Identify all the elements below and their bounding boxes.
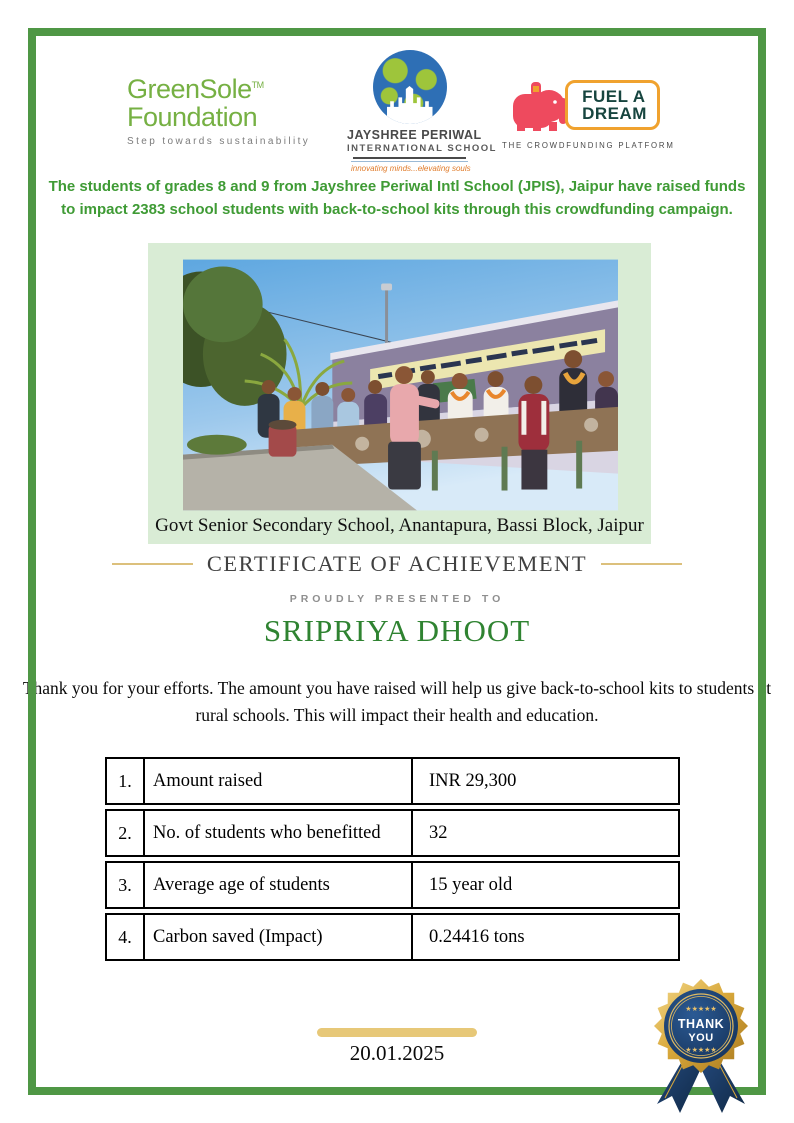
partner-logos-row [0,50,794,173]
certificate-body-text: Thank you for your efforts. The amount you have raised will help us give back-to-school kits to students at rural schools. This will impact their health and education. [22,678,772,726]
globe-icon [373,50,447,124]
heading-rule-left [112,563,193,565]
table-row [105,913,680,961]
jpis-tagline: innovating minds...elevating souls [351,161,468,173]
jpis-name: JAYSHREE PERIWAL [347,128,482,142]
dream-text: DREAM [582,103,647,123]
certificate-title: CERTIFICATE OF ACHIEVEMENT [206,551,588,576]
stars-bottom: ★★★★★ [685,1047,717,1054]
presented-to-label: PROUDLY PRESENTED TO [289,593,505,605]
jpis-divider [353,157,466,159]
row-label: Carbon saved (Impact) [145,915,413,959]
row-value: 32 [429,822,448,843]
stars-top: ★★★★★ [685,1006,717,1013]
certificate-date: 20.01.2025 [349,1041,445,1065]
row-number: 2. [107,811,145,855]
fuel-a-dream-wordmark [565,80,660,130]
photo-frame [148,243,651,544]
greensole-foundation-logo [127,76,317,146]
table-row [105,757,680,805]
impact-table [105,757,680,961]
row-value: 15 year old [429,874,513,895]
row-label: Average age of students [145,863,413,907]
greensole-line2: Foundation [127,102,258,132]
row-label: Amount raised [145,759,413,803]
row-number: 3. [107,863,145,907]
recipient-name: SRIPRIYA DHOOT [263,613,531,648]
date-rule [317,1028,477,1037]
castle-silhouette-icon [387,86,433,124]
trademark-symbol: TM [251,80,264,91]
jpis-logo [347,50,497,173]
row-label: No. of students who benefitted [145,811,413,855]
school-photo-illustration [183,259,618,511]
row-number: 4. [107,915,145,959]
fuel-a-dream-logo [502,74,675,150]
jpis-subtitle: INTERNATIONAL SCHOOL [347,143,497,154]
campaign-intro-text: The students of grades 8 and 9 from Jayshree Periwal Intl School (JPIS), Jaipur have raised funds to impact 2383 school students with back-to-school kits through this crowdfunding campaign. [48,178,746,218]
heading-rule-right [601,563,682,565]
thank-text: THANK [677,1017,725,1031]
elephant-icon [509,74,573,136]
greensole-tagline: Step towards sustainability [127,135,311,147]
row-number: 1. [107,759,145,803]
fuel-a-dream-tagline: THE CROWDFUNDING PLATFORM [502,140,675,150]
photo-caption: Govt Senior Secondary School, Anantapura, Bassi Block, Jaipur [155,515,644,536]
table-row [105,861,680,909]
thank-you-badge [641,964,761,1114]
row-value: INR 29,300 [429,770,517,791]
fuel-a-text: FUEL A [582,86,646,106]
certificate-heading-row [112,551,682,577]
greensole-line1: GreenSole [127,74,252,105]
you-text: YOU [688,1032,714,1044]
row-value: 0.24416 tons [429,926,525,947]
table-row [105,809,680,857]
greensole-name [127,76,317,131]
